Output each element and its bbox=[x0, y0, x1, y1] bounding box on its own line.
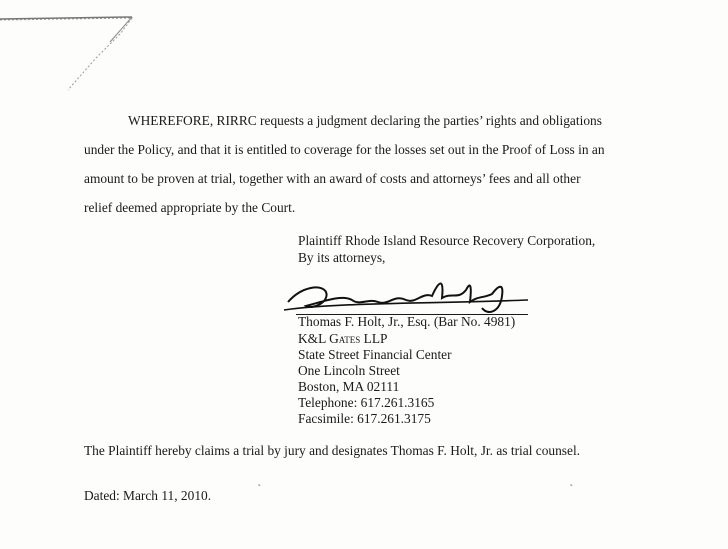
address-line-2: One Lincoln Street bbox=[298, 363, 400, 378]
scan-corner-artifact bbox=[0, 0, 140, 100]
firm-name bbox=[298, 331, 387, 347]
jury-demand: The Plaintiff hereby claims a trial by jury and designates Thomas F. Holt, Jr. as trial counsel. bbox=[84, 443, 581, 458]
wherefore-line-2: under the Policy, and that it is entitled to coverage for the losses set out in the Proof of Loss in an bbox=[84, 142, 605, 157]
address-line-3: Boston, MA 02111 bbox=[298, 379, 400, 394]
scan-speck: ˛ bbox=[570, 476, 573, 486]
handwritten-signature bbox=[282, 272, 534, 320]
party-name: Plaintiff Rhode Island Resource Recovery Corporation, bbox=[298, 233, 596, 248]
by-attorneys: By its attorneys, bbox=[298, 250, 386, 265]
dated-line: Dated: March 11, 2010. bbox=[84, 488, 212, 503]
attorney-name: Thomas F. Holt, Jr., Esq. (Bar No. 4981) bbox=[298, 314, 516, 329]
facsimile: Facsimile: 617.261.3175 bbox=[298, 411, 431, 426]
telephone: Telephone: 617.261.3165 bbox=[298, 395, 435, 410]
wherefore-line-1: WHEREFORE, RIRRC requests a judgment declaring the parties’ rights and obligations bbox=[128, 113, 602, 128]
wherefore-line-4: relief deemed appropriate by the Court. bbox=[84, 200, 296, 215]
address-line-1: State Street Financial Center bbox=[298, 347, 452, 362]
wherefore-line-3: amount to be proven at trial, together with an award of costs and attorneys’ fees and all other bbox=[84, 171, 581, 186]
scan-speck: ˛ bbox=[258, 476, 261, 486]
firm-name-text: K&L Gates LLP bbox=[298, 331, 388, 346]
